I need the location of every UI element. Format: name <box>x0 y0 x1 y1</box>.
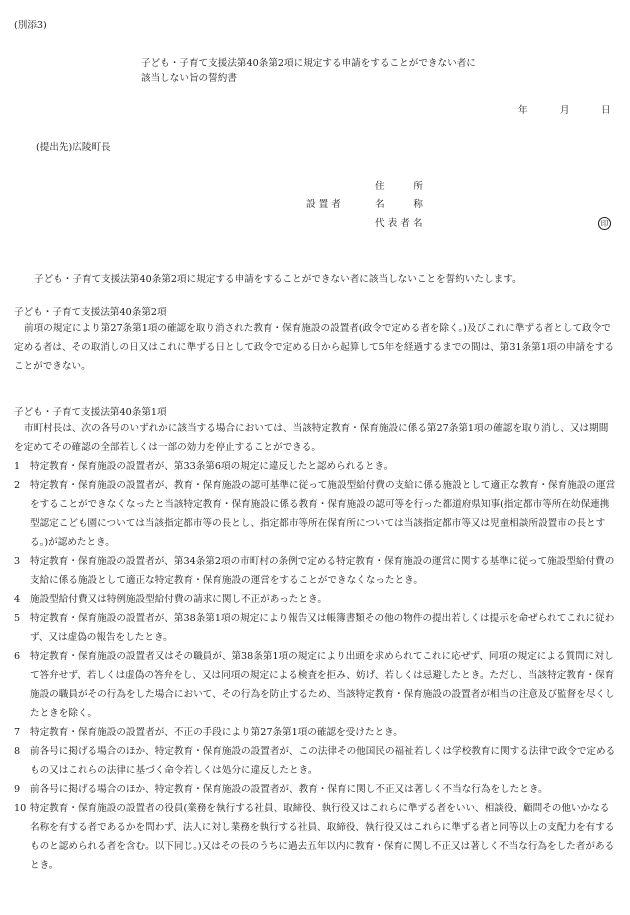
item-text: 特定教育・保育施設の設置者が、教育・保育施設の認可基準に従って施設型給付費の支給に係る施設として適正な教育・保育施設の運営をすることができなくなったと当該特定教育・保育施設に係る教育・保育施設の認可等を行った都道府県知事(指定都市等所在幼保連携型認定こども園については当該指定都市等の長とし、指定都市等所在保育所については当該指定都市等又は児童相談所設置市の長とする。)が認めたとき。 <box>30 480 616 549</box>
item-text: 特定教育・保育施設の設置者が、第33条第6項の規定に違反したと認められるとき。 <box>30 461 394 473</box>
list-item <box>14 723 616 742</box>
section-40-1 <box>14 406 616 875</box>
section-40-2 <box>14 306 616 376</box>
item-number: 6 <box>14 651 21 663</box>
list-item <box>14 742 616 780</box>
item-text: 前各号に掲げる場合のほか、特定教育・保育施設の設置者が、教育・保育に関し不正又は著しく不当な行為をしたとき。 <box>30 784 548 796</box>
section-heading: 子ども・子育て支援法第40条第1項 <box>14 407 167 418</box>
date-day: 日 <box>601 105 611 116</box>
establisher-label: 設 置 者 <box>306 199 341 210</box>
list-item <box>14 780 616 799</box>
item-text: 前各号に掲げる場合のほか、特定教育・保育施設の設置者が、この法律その他国民の福祉若しくは学校教育に関する法律で政令で定めるもの又はこれらの法律に基づく命令若しくは処分に違反したとき。 <box>30 746 616 777</box>
item-number: 3 <box>14 556 21 568</box>
item-text: 施設型給付費又は特例施設型給付費の請求に関し不正があったとき。 <box>30 594 327 606</box>
list-item <box>14 609 616 647</box>
pledge-statement: 子ども・子育て支援法第40条第2項に規定する申請をすることができない者に該当しないことを誓約いたします。 <box>34 274 522 285</box>
item-number: 5 <box>14 613 21 625</box>
list-item <box>14 476 616 552</box>
list-item <box>14 552 616 590</box>
section-heading: 子ども・子育て支援法第40条第2項 <box>14 307 167 318</box>
attachment-label: (別添3) <box>14 20 47 31</box>
list-item <box>14 647 616 723</box>
list-item <box>14 457 616 476</box>
document-title <box>141 56 476 86</box>
item-number: 7 <box>14 727 21 739</box>
item-text: 特定教育・保育施設の設置者が、第34条第2項の市町村の条例で定める特定教育・保育施設の運営に関する基準に従って施設型給付費の支給に係る施設として適正な特定教育・保育施設の運営をすることができなくなったとき。 <box>30 556 615 587</box>
item-number: 10 <box>14 803 27 815</box>
title-line-1: 子ども・子育て支援法第40条第2項に規定する申請をすることができない者に <box>141 58 476 69</box>
item-number: 2 <box>14 480 21 492</box>
representative-label: 代 表 者 名 <box>375 218 423 229</box>
date-year: 年 <box>518 105 528 116</box>
list-item <box>14 590 616 609</box>
item-text: 特定教育・保育施設の設置者の役員(業務を執行する社員、取締役、執行役又はこれらに準ずる者をいい、相談役、顧問その他いかなる名称を有する者であるかを問わず、法人に対し業務を執行する社員、取締役、執行役又はこれらに準ずる者と同等以上の支配力を有するものと認められる者を含む。以下同じ。)又はその長のうちに過去五年以内に教育・保育に関し不正又は著しく不当な行為をした者があるとき。 <box>30 803 615 872</box>
date-month: 月 <box>560 105 570 116</box>
address-label: 住 所 <box>375 181 423 192</box>
item-number: 8 <box>14 746 21 758</box>
item-number: 4 <box>14 594 21 606</box>
name-label: 名 称 <box>375 199 423 210</box>
list-item <box>14 799 616 875</box>
seal-mark: 印 <box>598 217 611 230</box>
section-intro: 市町村長は、次の各号のいずれかに該当する場合においては、当該特定教育・保育施設に係る第27条第1項の確認を取り消し、又は期間を定めてその確認の全部若しくは一部の効力を停止することができる。 <box>14 423 609 454</box>
item-number: 9 <box>14 784 21 796</box>
item-number: 1 <box>14 461 21 473</box>
item-text: 特定教育・保育施設の設置者が、第38条第1項の規定により報告又は帳簿書類その他の物件の提出若しくは提示を命ぜられてこれに従わず、又は虚偽の報告をしたとき。 <box>30 613 615 644</box>
item-text: 特定教育・保育施設の設置者又はその職員が、第38条第1項の規定により出頭を求められてこれに応ぜず、同項の規定による質問に対して答弁せず、若しくは虚偽の答弁をし、又は同項の規定による検査を拒み、妨げ、若しくは忌避したとき。ただし、当該特定教育・保育施設の職員がその行為をした場合において、その行為を防止するため、当該特定教育・保育施設の設置者が相当の注意及び監督を尽くしたときを除く。 <box>30 651 615 720</box>
addressee: (提出先)広陵町長 <box>36 142 111 153</box>
numbered-list <box>14 457 616 875</box>
item-text: 特定教育・保育施設の設置者が、不正の手段により第27条第1項の確認を受けたとき。 <box>30 727 403 739</box>
section-paragraph: 前項の規定により第27条第1項の確認を取り消された教育・保育施設の設置者(政令で定める者を除く。)及びこれに準ずる者として政令で定める者は、その取消しの日又はこれに準ずる日として政令で定める日から起算して5年を経過するまでの間は、第31条第1項の申請をすることができない。 <box>14 323 615 373</box>
title-line-2: 該当しない旨の誓約書 <box>141 73 237 84</box>
